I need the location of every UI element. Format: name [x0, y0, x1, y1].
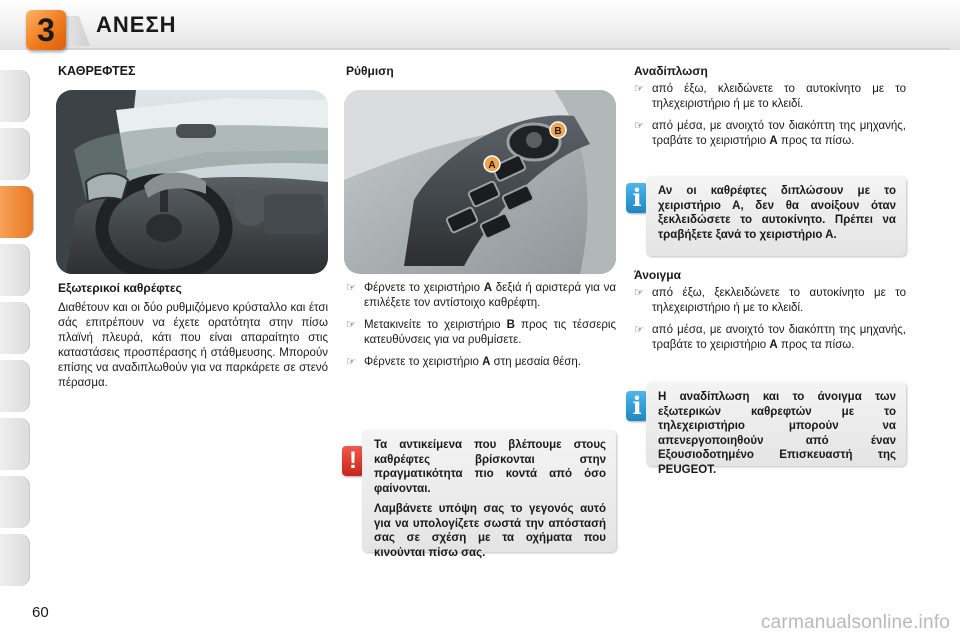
side-tab-3-active[interactable]	[0, 186, 34, 238]
side-tab-7[interactable]	[0, 418, 30, 470]
mirror-control-photo	[344, 90, 616, 274]
mirror-interior-photo	[56, 90, 328, 274]
side-tab-1[interactable]	[0, 70, 30, 122]
exterior-mirrors-description: Διαθέτουν και οι δύο ρυθμιζόμενο κρύσταλλο και έτσι σάς επιτρέπουν να έχετε ορατότητα στην πίσω πλαϊνή πλευρά, κάτι που είναι απαραίτητο στις καταστάσεις προσπέρασης ή στάθμευσης. Μπορούν επίσης να αναδιπλωθούν για να παρκάρετε σε στενό πέρασμα.	[58, 302, 328, 389]
side-tab-9[interactable]	[0, 534, 30, 586]
page-header	[0, 0, 960, 58]
subsection-title-exterior-mirrors: Εξωτερικοί καθρέφτες	[58, 281, 182, 295]
warning-note-text-1: Τα αντικείμενα που βλέπουμε στους καθρέφτες βρίσκονται στην πραγματικότητα πιο κοντά από όσο φαίνονται.	[374, 439, 606, 495]
folding-steps-list	[634, 82, 906, 156]
pointing-hand-icon: ☞	[634, 83, 644, 95]
list-item: ☞ από μέσα, με ανοιχτό τον διακόπτη της μηχανής, τραβάτε το χειριστήριο A προς τα πίσω.	[634, 120, 906, 147]
opening-steps-list	[634, 286, 906, 360]
photo-label-a: A	[488, 160, 496, 171]
section-title-mirrors: ΚΑΘΡΕΦΤΕΣ	[58, 64, 136, 78]
chapter-title: ΑΝΕΣΗ	[96, 12, 177, 37]
pointing-hand-icon: ☞	[634, 120, 644, 132]
chapter-side-tabs	[0, 70, 40, 580]
pointing-hand-icon: ☞	[346, 356, 356, 368]
warning-note-mirror-distance	[362, 430, 616, 559]
adjustment-steps-list	[346, 281, 616, 377]
door-switch-panel-illustration	[344, 90, 616, 274]
page-number: 60	[32, 604, 49, 621]
section-title-folding: Αναδίπλωση	[634, 64, 708, 78]
warning-note-text-2: Λαμβάνετε υπόψη σας το γεγονός αυτό για να υπολογίζετε σωστά την απόστασή σας σε σχέση με τα οχήματα που κινούνται πίσω σας.	[374, 503, 606, 559]
list-item: ☞ από έξω, κλειδώνετε το αυτοκίνητο με το τηλεχειριστήριο ή με το κλειδί.	[634, 83, 906, 110]
watermark: carmanualsonline.info	[760, 612, 950, 633]
list-item: ☞ Φέρνετε το χειριστήριο A στη μεσαία θέση.	[346, 356, 581, 368]
list-item: ☞ Φέρνετε το χειριστήριο A δεξιά ή αριστερά για να επιλέξετε τον αντίστοιχο καθρέφτη.	[346, 282, 616, 309]
exclamation-icon: !	[342, 446, 364, 476]
list-item: ☞ από έξω, ξεκλειδώνετε το αυτοκίνητο με το τηλεχειριστήριο ή με το κλειδί.	[634, 287, 906, 314]
side-tab-8[interactable]	[0, 476, 30, 528]
photo-label-b: B	[554, 126, 562, 137]
side-tab-4[interactable]	[0, 244, 30, 296]
pointing-hand-icon: ☞	[634, 287, 644, 299]
pointing-hand-icon: ☞	[634, 324, 644, 336]
section-title-opening: Άνοιγμα	[634, 268, 681, 282]
section-title-adjustment: Ρύθμιση	[346, 64, 394, 78]
header-divider	[40, 48, 950, 50]
chapter-number-badge: 3	[26, 10, 66, 50]
info-note-remote-folding: Η αναδίπλωση και το άνοιγμα των εξωτερικών καθρεφτών με το τηλεχειριστήριο μπορούν να απενεργοποιηθούν από έναν Εξουσιοδοτημένο Επισκευαστή της PEUGEOT.	[646, 382, 906, 466]
side-tab-6[interactable]	[0, 360, 30, 412]
list-item: ☞ από μέσα, με ανοιχτό τον διακόπτη της μηχανής, τραβάτε το χειριστήριο A προς τα πίσω.	[634, 324, 906, 351]
info-icon: i	[626, 183, 648, 213]
info-note-folding: Αν οι καθρέφτες διπλώσουν με το χειριστήριο Α, δεν θα ανοίξουν όταν ξεκλειδώσετε το αυτοκίνητο. Πρέπει να τραβήξετε ξανά το χειριστήριο Α.	[646, 176, 906, 256]
side-tab-2[interactable]	[0, 128, 30, 180]
list-item: ☞ Μετακινείτε το χειριστήριο B προς τις τέσσερις κατευθύνσεις για να ρυθμίσετε.	[346, 319, 616, 346]
info-icon: i	[626, 391, 648, 421]
car-interior-illustration	[56, 90, 328, 274]
pointing-hand-icon: ☞	[346, 282, 356, 294]
pointing-hand-icon: ☞	[346, 319, 356, 331]
side-tab-5[interactable]	[0, 302, 30, 354]
